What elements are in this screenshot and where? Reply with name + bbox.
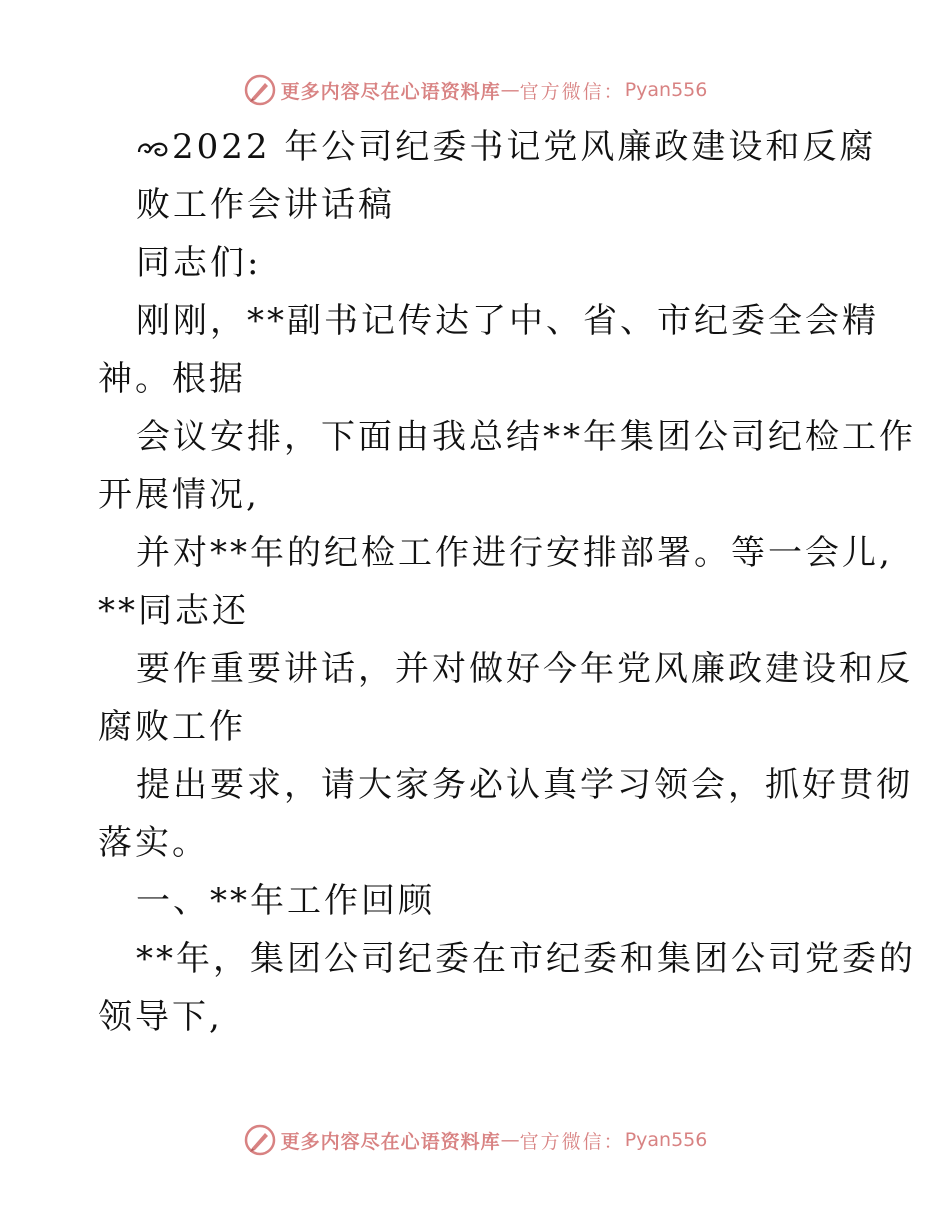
watermark-main-text: 更多内容尽在心语资料库 — [280, 1130, 501, 1153]
paragraph-line: 并对**年的纪检工作进行安排部署。等一会儿, — [136, 533, 893, 573]
paragraph-line: 要作重要讲话，并对做好今年党风廉政建设和反 — [136, 649, 913, 689]
footer-watermark — [0, 1120, 950, 1160]
document-title-line-2: 败工作会讲话稿 — [136, 185, 395, 225]
pen-logo-icon — [243, 1123, 277, 1157]
section-heading: 一、**年工作回顾 — [136, 881, 435, 921]
pen-logo-icon — [243, 73, 277, 107]
watermark-id: Pyan556 — [624, 79, 708, 101]
watermark-main-text: 更多内容尽在心语资料库 — [280, 80, 501, 103]
paragraph-line: **同志还 — [98, 591, 249, 631]
paragraph-line: 腐败工作 — [98, 707, 246, 747]
watermark-dash: — — [500, 1129, 520, 1151]
paragraph-line: 开展情况, — [98, 475, 260, 515]
salutation: 同志们: — [136, 243, 262, 283]
paragraph-line: 会议安排，下面由我总结**年集团公司纪检工作 — [136, 417, 916, 457]
watermark-label: 官方微信： — [519, 1130, 625, 1153]
paragraph-line: 提出要求，请大家务必认真学习领会，抓好贯彻 — [136, 765, 913, 805]
header-watermark — [0, 70, 950, 110]
paragraph-line: 刚刚，**副书记传达了中、省、市纪委全会精 — [136, 301, 879, 341]
paragraph-line: 落实。 — [98, 823, 209, 863]
watermark-dash: — — [500, 79, 520, 101]
paragraph-line: **年，集团公司纪委在市纪委和集团公司党委的 — [136, 939, 916, 979]
watermark-label: 官方微信： — [519, 80, 625, 103]
document-title-line-1: 2022 年公司纪委书记党风廉政建设和反腐 — [136, 118, 876, 176]
watermark-id: Pyan556 — [624, 1129, 708, 1151]
paragraph-line: 领导下, — [98, 997, 223, 1037]
ornament-icon — [136, 138, 170, 160]
paragraph-line: 神。根据 — [98, 359, 246, 399]
